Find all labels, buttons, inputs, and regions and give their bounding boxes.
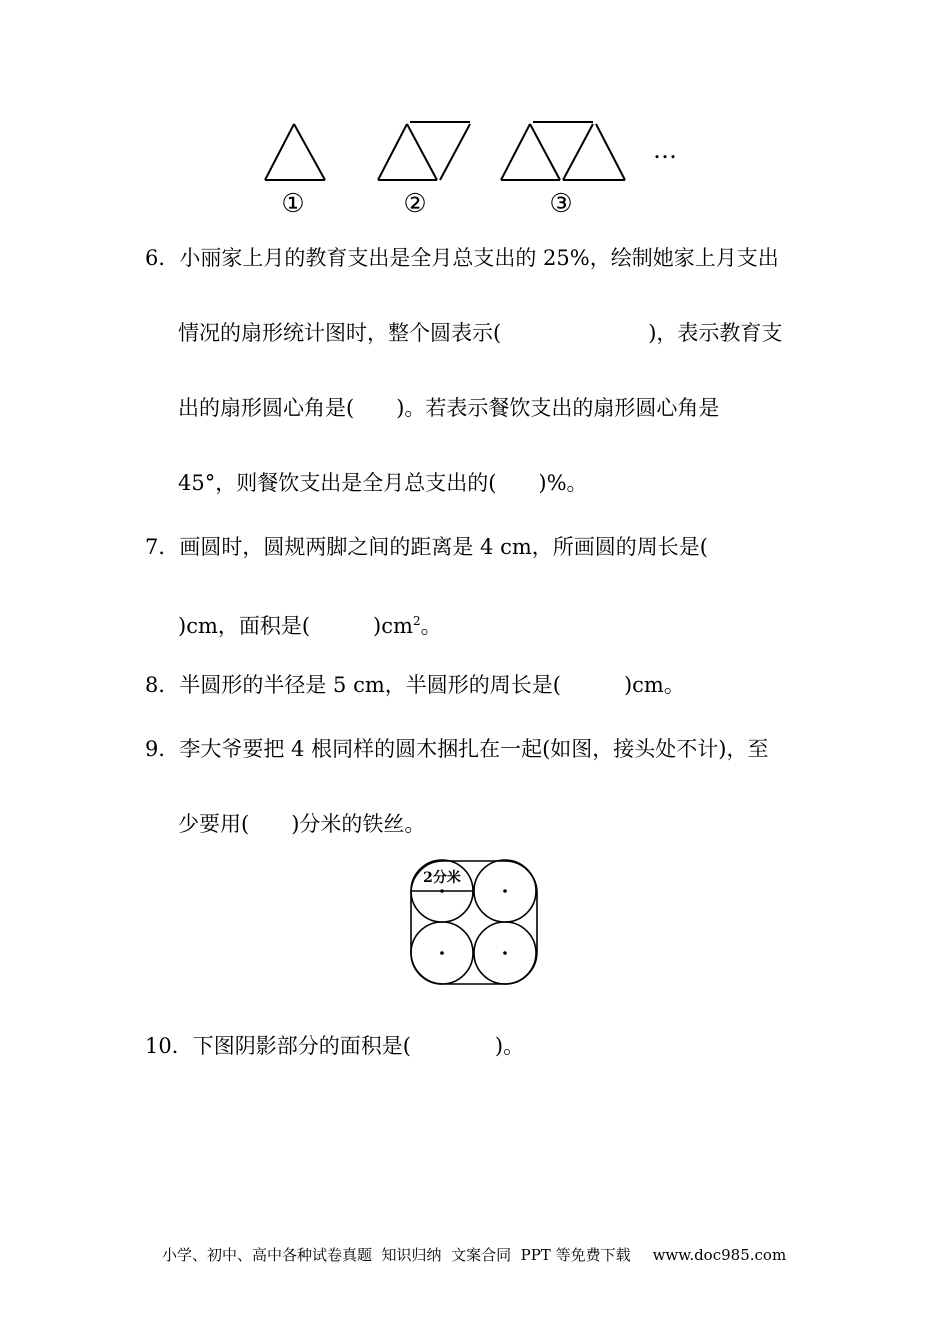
q10-line-1: 10．下图阴影部分的面积是( )。: [145, 1034, 525, 1058]
q9-line-1: 9．李大爷要把 4 根同样的圆木捆扎在一起(如图，接头处不计)，至: [145, 737, 769, 761]
triangle-figure-2: [378, 122, 470, 180]
footer-url[interactable]: www.doc985.com: [652, 1246, 787, 1264]
q8-line-1: 8．半圆形的半径是 5 cm，半圆形的周长是( )cm。: [145, 673, 685, 697]
figure-label-2: ②: [403, 189, 427, 219]
triangle-figure-3: [501, 122, 625, 180]
diameter-label: 2分米: [423, 870, 461, 886]
q6-line-3: 出的扇形圆心角是( )。若表示餐饮支出的扇形圆心角是: [178, 396, 720, 420]
footer-text: 小学、初中、高中各种试卷真题 知识归纳 文案合同 PPT 等免费下载: [162, 1246, 631, 1264]
q9-line-2: 少要用( )分米的铁丝。: [178, 812, 426, 836]
four-logs-figure: [405, 855, 545, 990]
q6-line-1: 6．小丽家上月的教育支出是全月总支出的 25%，绘制她家上月支出: [145, 246, 779, 270]
q6-line-4: 45°，则餐饮支出是全月总支出的( )%。: [178, 471, 588, 495]
q9-number: 9．: [145, 737, 180, 761]
q6-line-2: 情况的扇形统计图时，整个圆表示( )，表示教育支: [178, 321, 783, 345]
center-dot-2: [503, 889, 507, 893]
figure-label-1: ①: [281, 189, 305, 219]
figure-label-3: ③: [549, 189, 573, 219]
triangle-pattern-figure: [250, 110, 690, 225]
center-dot-4: [503, 951, 507, 955]
q8-number: 8．: [145, 673, 180, 697]
q7-line-1: 7．画圆时，圆规两脚之间的距离是 4 cm，所画圆的周长是(: [145, 535, 708, 559]
q7-line-2: )cm，面积是( )$cm^2$。: [178, 614, 442, 638]
page-footer: [162, 1246, 786, 1264]
ellipsis: …: [653, 136, 677, 164]
q7-number: 7．: [145, 535, 180, 559]
q10-number: 10．: [145, 1034, 193, 1058]
center-dot-1: [440, 889, 444, 893]
superscript-2: 2: [412, 614, 421, 628]
q6-number: 6．: [145, 246, 180, 270]
triangle-figure-1: [265, 124, 325, 180]
center-dot-3: [440, 951, 444, 955]
